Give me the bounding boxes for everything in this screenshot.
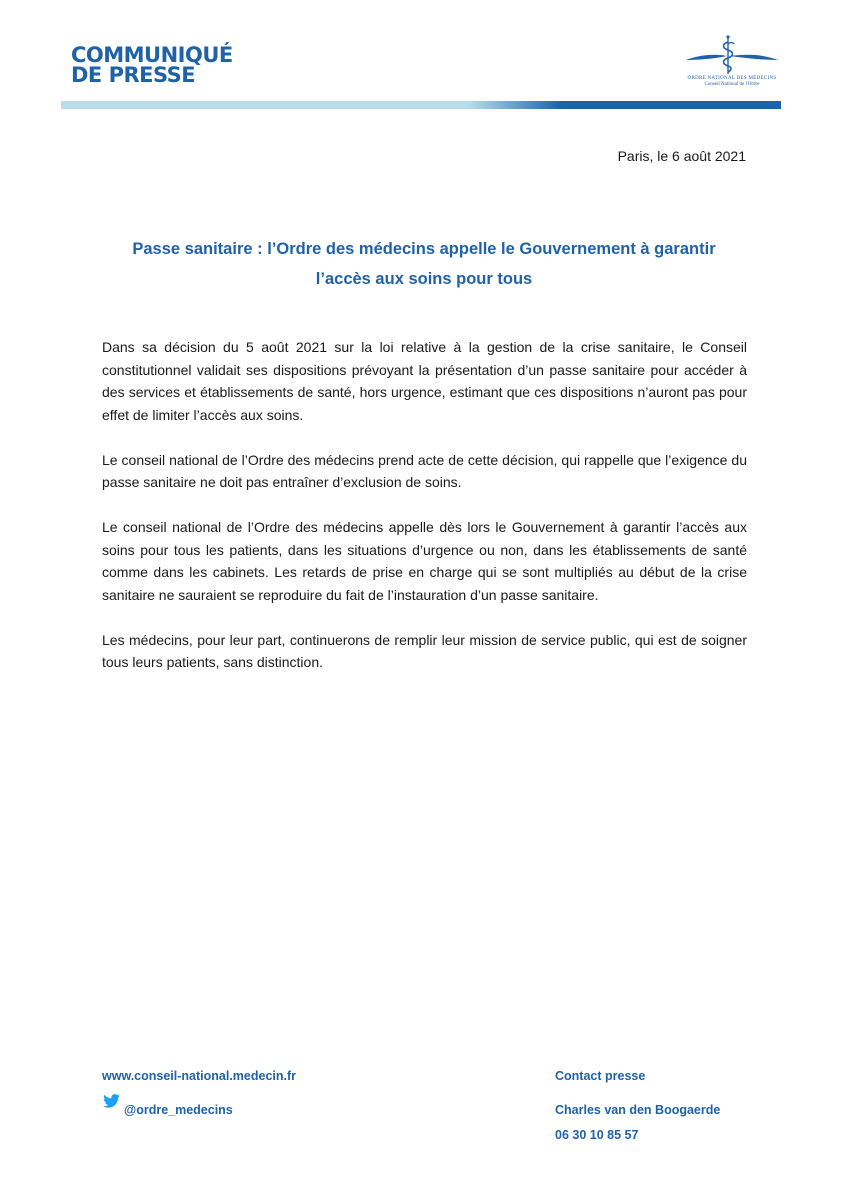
contact-phone[interactable]: 06 30 10 85 57 [555, 1128, 639, 1142]
body-paragraph-2: Le conseil national de l’Ordre des médecins prend acte de cette décision, qui rappelle que l’exigence du passe sanitaire ne doit pas entraîner d’exclusion de soins. [102, 451, 747, 490]
communique-de-presse-heading [71, 45, 233, 85]
title-line-1: Passe sanitaire : l’Ordre des médecins appelle le Gouvernement à garantir [132, 240, 716, 258]
twitter-handle-link[interactable]: @ordre_medecins [124, 1103, 233, 1117]
website-link[interactable]: www.conseil-national.medecin.fr [102, 1069, 297, 1083]
contact-presse-label: Contact presse [555, 1069, 646, 1083]
header-rule [61, 101, 781, 109]
contact-name: Charles van den Boogaerde [555, 1103, 721, 1117]
title-line-2: l’accès aux soins pour tous [315, 270, 533, 288]
twitter-icon[interactable] [103, 1094, 120, 1108]
body-paragraph-4: Les médecins, pour leur part, continuerons de remplir leur mission de service public, qui est de soigner tous leurs patients, sans distinction. [102, 631, 747, 670]
caduceus-icon [682, 34, 782, 76]
press-release-date: Paris, le 6 août 2021 [617, 148, 746, 164]
heading-line-1: COMMUNIQUÉ [71, 43, 233, 67]
logo-org-subtitle: Conseil National de l'Ordre [704, 82, 760, 87]
body-paragraph-3: Le conseil national de l’Ordre des médecins appelle dès lors le Gouvernement à garantir l’accès aux soins pour tous les patients, dans les situations d’urgence ou non, dans les établissements de santé comme dans les cabinets. Les retards de prise en charge qui se sont multipliés au début de la crise sanitaire ne sauraient se reproduire du fait de l’instauration d’un passe sanitaire. [102, 519, 747, 603]
heading-line-2: DE PRESSE [71, 63, 196, 87]
ordre-medecins-logo [682, 34, 792, 90]
press-release-body [102, 336, 747, 696]
body-paragraph-1: Dans sa décision du 5 août 2021 sur la loi relative à la gestion de la crise sanitaire, le Conseil constitutionnel validait ses dispositions prévoyant la présentation d’un passe sanitaire pour accéder à des services et établissements de santé, hors urgence, estimant que ces dispositions n’auront pas pour effet de limiter l’accès aux soins. [102, 339, 747, 423]
logo-org-name: ORDRE NATIONAL DES MÉDECINS [687, 76, 777, 81]
press-release-title [60, 234, 788, 294]
